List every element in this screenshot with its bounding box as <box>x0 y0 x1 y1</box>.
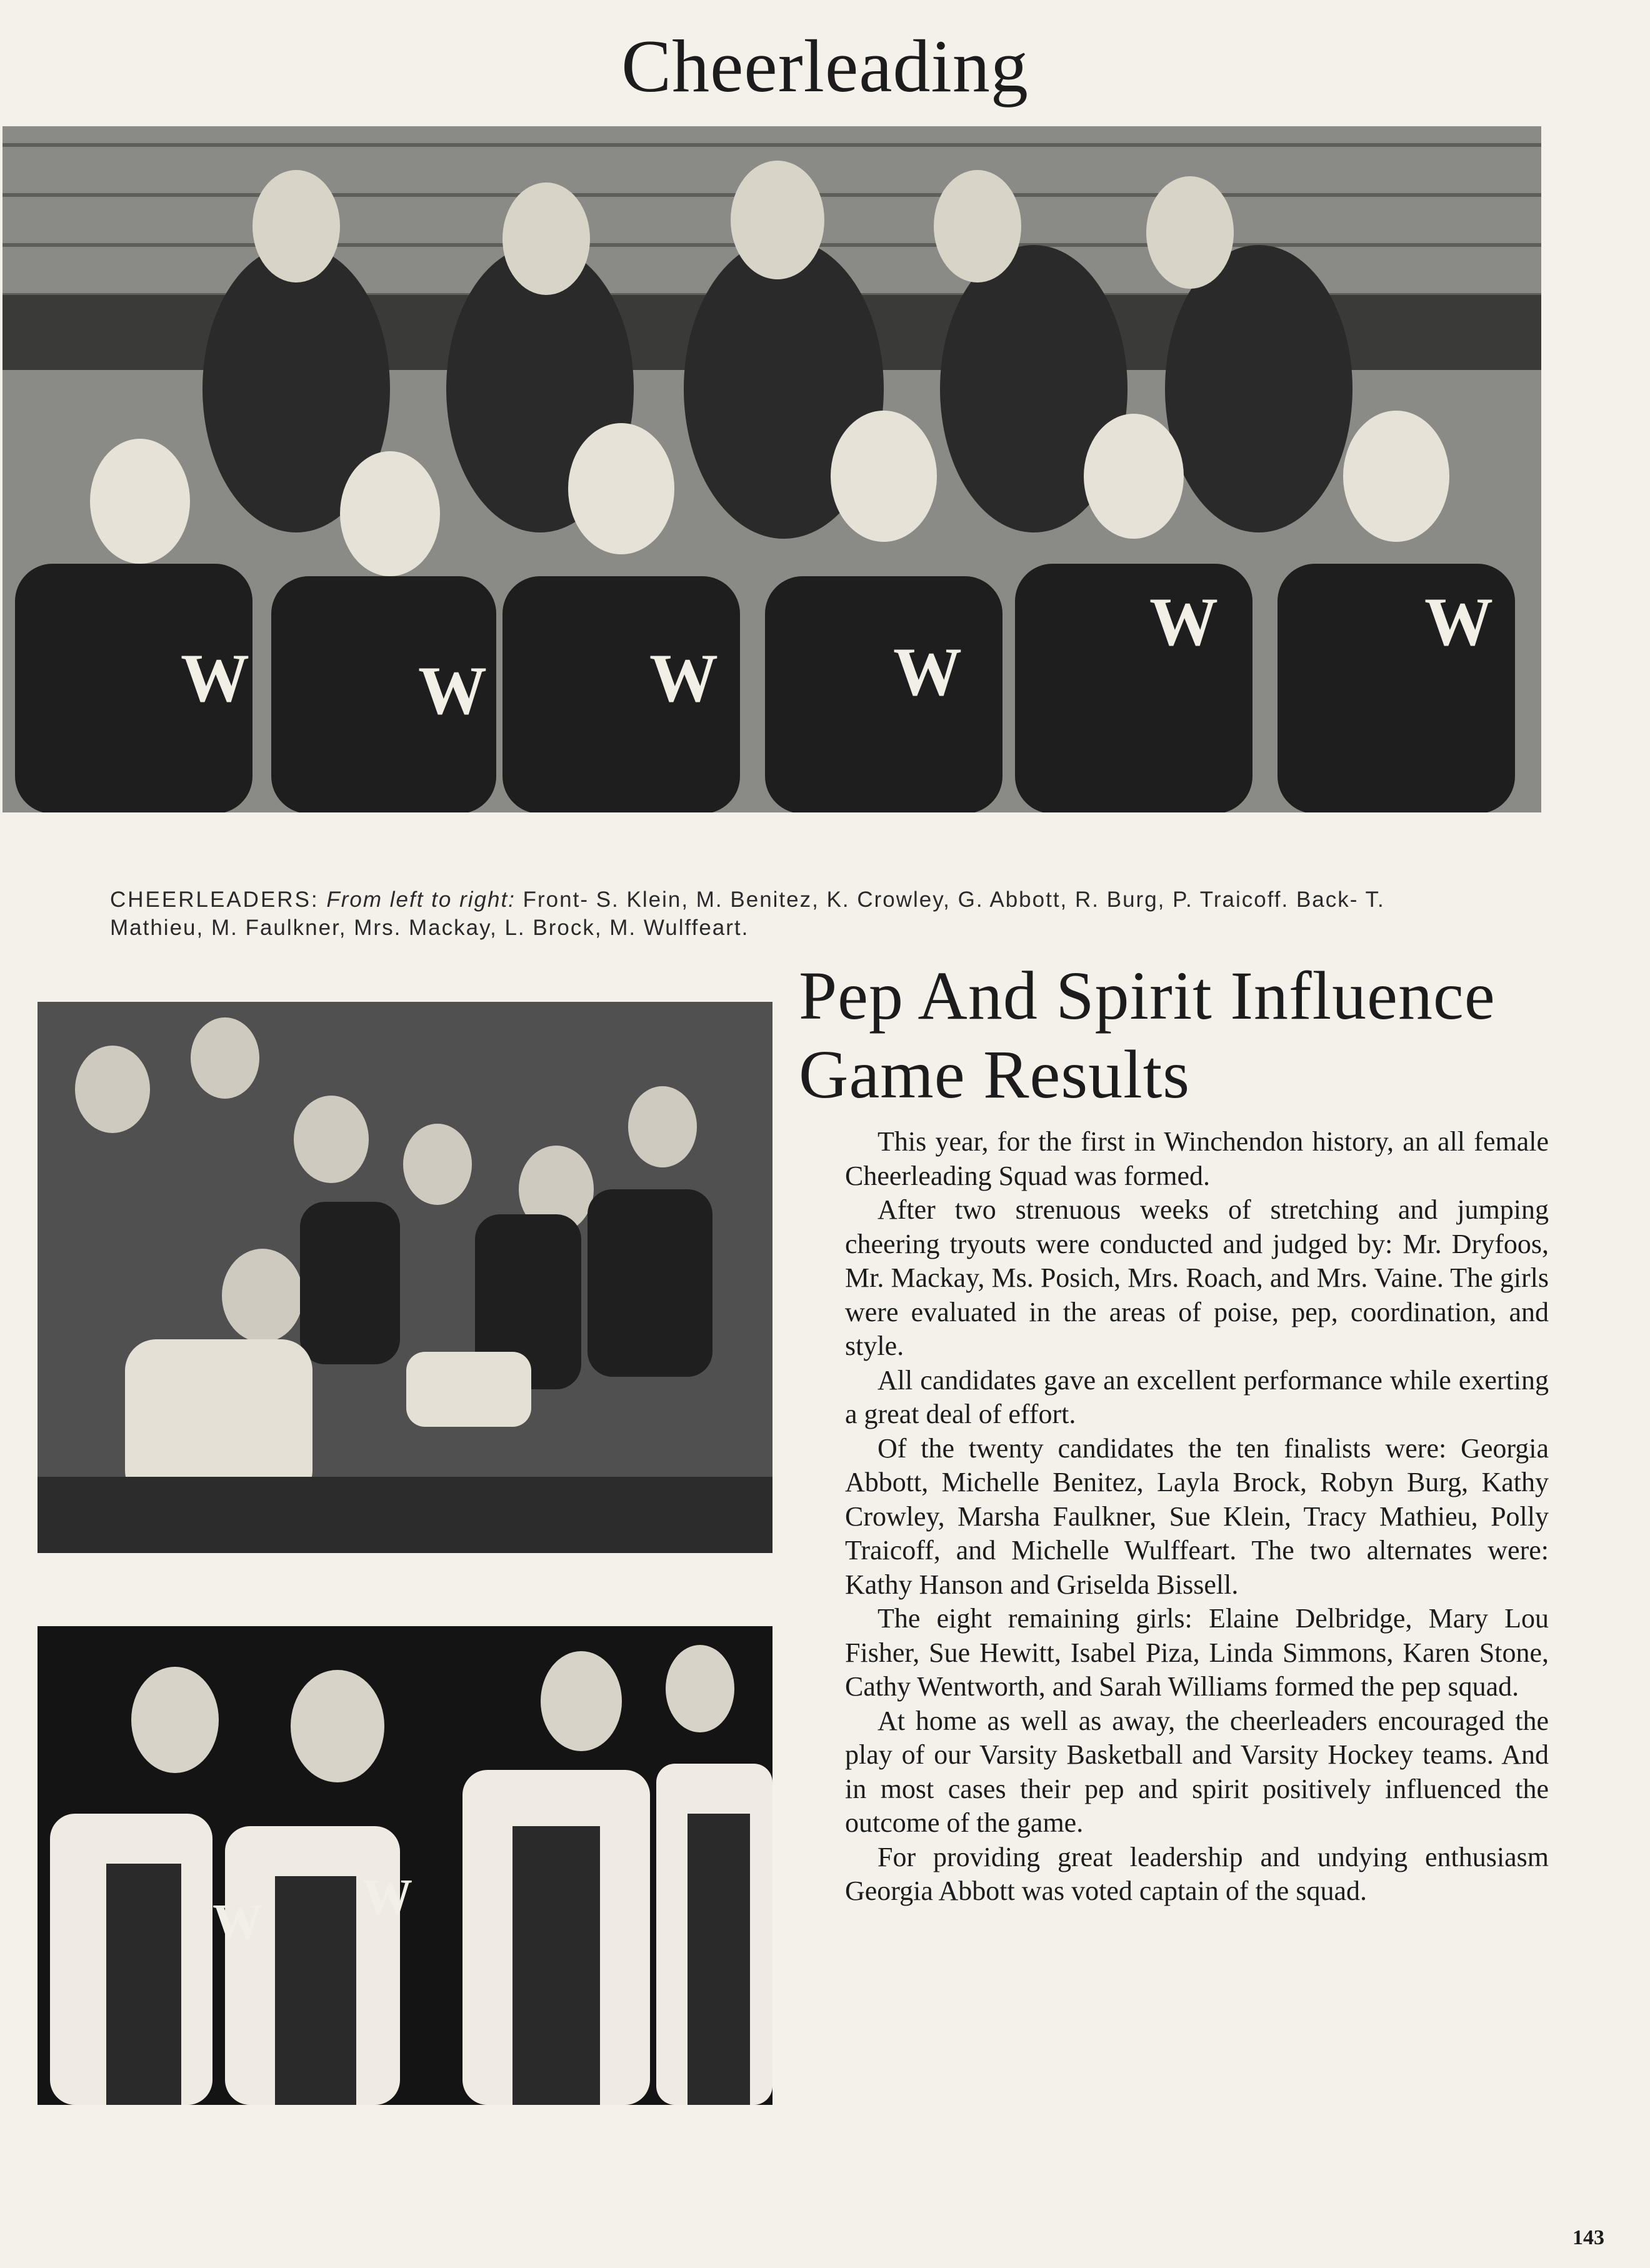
cheer-photo-image <box>38 1626 772 2105</box>
article-paragraph: Of the twenty candidates the ten finalists were: Georgia Abbott, Michelle Benitez, Layla Brock, Robyn Burg, Kathy Crowley, Marsha Faulkner, Sue Klein, Tracy Mathieu, Polly Traicoff, and Michelle Wulffeart. The two alternates were: Kathy Hanson and Griselda Bissell. <box>845 1432 1549 1600</box>
svg-text:W: W <box>181 640 249 716</box>
headline-line-2: Game Results <box>799 1036 1191 1112</box>
caption-lead: CHEERLEADERS: <box>110 887 319 912</box>
svg-text:W: W <box>362 1870 412 1925</box>
svg-text:W: W <box>649 640 718 716</box>
svg-text:W: W <box>418 652 487 729</box>
crowd-photo-image <box>38 1002 772 1553</box>
caption-direction: From left to right: <box>326 887 516 912</box>
article-paragraph: The eight remaining girls: Elaine Delbridge, Mary Lou Fisher, Sue Hewitt, Isabel Piza, Linda Simmons, Karen Stone, Cathy Wentworth, and Sarah Williams formed the pep squad. <box>845 1603 1549 1702</box>
photo-caption <box>110 886 1472 942</box>
team-photo-image <box>2 126 1541 812</box>
article-paragraph: All candidates gave an excellent performance while exerting a great deal of effort. <box>845 1364 1549 1429</box>
article-body <box>845 1125 1549 1909</box>
article-paragraph: After two strenuous weeks of stretching and jumping cheering tryouts were conducted and judged by: Mr. Dryfoos, Mr. Mackay, Ms. Posich, Mrs. Roach, and Mrs. Vaine. The girls were evaluated in the areas of poise, pep, coordination, and style. <box>845 1194 1549 1361</box>
article-headline <box>799 956 1611 1114</box>
page-title: Cheerleading <box>621 24 1029 107</box>
article-paragraph: For providing great leadership and undying enthusiasm Georgia Abbott was voted captain of the squad. <box>845 1841 1549 1906</box>
crowd-photo <box>38 1002 772 1553</box>
svg-text:W: W <box>893 634 962 710</box>
article-paragraph: This year, for the first in Winchendon history, an all female Cheerleading Squad was formed. <box>845 1126 1549 1191</box>
svg-text:W: W <box>1424 584 1493 660</box>
caption-names: Front- S. Klein, M. Benitez, K. Crowley, G. Abbott, R. Burg, P. Traicoff. Back- T. Mathieu, M. Faulkner, Mrs. Mackay, L. Brock, M. Wulffeart. <box>110 887 1385 940</box>
team-group-photo <box>2 126 1541 812</box>
page-number: 143 <box>1572 2226 1604 2249</box>
article-paragraph: At home as well as away, the cheerleaders encouraged the play of our Varsity Basketball and Varsity Hockey teams. And in most cases their pep and spirit positively influenced the outcome of the game. <box>845 1705 1549 1838</box>
cheering-action-photo <box>38 1626 772 2105</box>
headline-line-1: Pep And Spirit Influence <box>799 957 1496 1034</box>
svg-text:W: W <box>212 1895 262 1950</box>
svg-text:W: W <box>1149 584 1218 660</box>
